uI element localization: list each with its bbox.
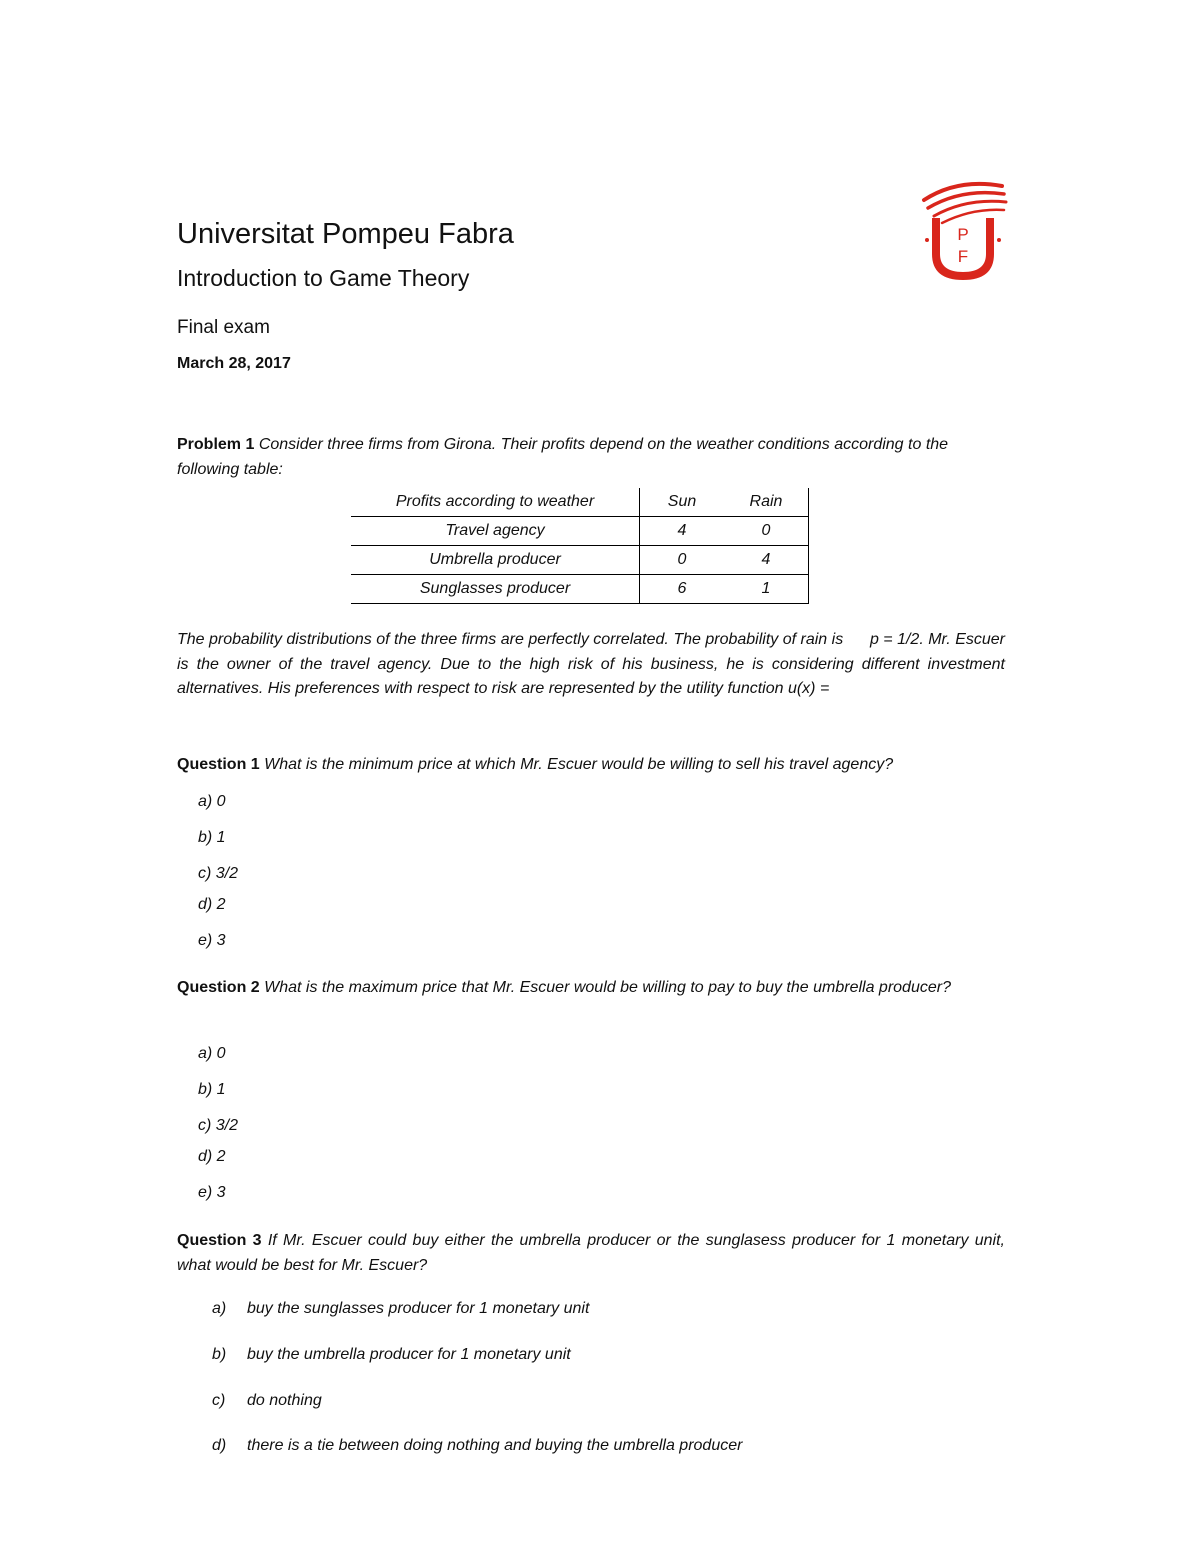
logo-letter-f: F	[957, 247, 969, 266]
q3-option-a	[0, 1300, 1200, 1324]
problem-1-label: Problem 1	[177, 436, 255, 453]
logo-letter-p: P	[957, 225, 969, 244]
table-cell: 1	[724, 575, 809, 604]
q3-option-label: d)	[212, 1437, 227, 1454]
q3-option-text: buy the sunglasses producer for 1 monetary unit	[247, 1300, 590, 1317]
table-cell: 6	[640, 575, 725, 604]
table-cell: 0	[724, 517, 809, 546]
q1-option-a: a) 0	[198, 793, 226, 810]
q3-option-text: buy the umbrella producer for 1 monetary unit	[247, 1346, 571, 1363]
question-3-text: If Mr. Escuer could buy either the umbrella producer or the sunglasess producer for 1 monetary unit, what would be best for Mr. Escuer?	[177, 1232, 1005, 1274]
table-row	[351, 517, 809, 546]
table-header-row	[351, 488, 809, 517]
q2-option-c: c) 3/2	[198, 1117, 239, 1134]
table-cell: Sunglasses producer	[351, 575, 640, 604]
question-2-text: What is the maximum price that Mr. Escuer would be willing to pay to buy the umbrella producer?	[264, 979, 951, 996]
table-cell: 0	[640, 546, 725, 575]
exam-title: Final exam	[177, 317, 270, 338]
exam-date: March 28, 2017	[177, 355, 291, 372]
course-title: Introduction to Game Theory	[177, 265, 470, 291]
q3-option-label: a)	[212, 1300, 227, 1317]
q1-option-c: c) 3/2	[198, 865, 239, 882]
question-3	[177, 1229, 1005, 1278]
q2-option-a: a) 0	[198, 1045, 226, 1062]
profit-table	[351, 488, 809, 604]
problem-1-description: The probability distributions of the three firms are perfectly correlated. The probability of rain is p = 1/2. Mr. Escuer is the owner of the travel agency. Due to the high risk of his business, he is considering different investment alternatives. His preferences with respect to risk are represented by the utility function u(x) =	[177, 631, 1010, 697]
q3-option-b	[0, 1346, 1200, 1370]
q3-option-label: c)	[212, 1392, 226, 1409]
question-1	[177, 753, 1005, 778]
q2-option-d: d) 2	[198, 1148, 226, 1165]
q1-option-b: b) 1	[198, 829, 226, 846]
question-2-label: Question 2	[177, 979, 260, 996]
question-1-label: Question 1	[177, 756, 260, 773]
table-header: Profits according to weather	[395, 493, 595, 510]
table-row	[351, 575, 809, 604]
question-2	[177, 976, 1005, 1001]
q3-option-text: do nothing	[247, 1392, 322, 1409]
q3-option-text: there is a tie between doing nothing and buying the umbrella producer	[247, 1437, 743, 1454]
q2-option-b: b) 1	[198, 1081, 226, 1098]
table-cell: 4	[640, 517, 725, 546]
table-header: Rain	[724, 488, 809, 517]
q3-option-c	[0, 1392, 1200, 1416]
table-cell: Travel agency	[351, 517, 640, 546]
table-header: Sun	[640, 488, 725, 517]
question-3-label: Question 3	[177, 1232, 262, 1249]
table-cell: Umbrella producer	[351, 546, 640, 575]
table-row	[351, 546, 809, 575]
problem-1-intro	[177, 433, 1005, 482]
table-cell: 4	[724, 546, 809, 575]
q3-option-d	[0, 1437, 1200, 1461]
q1-option-d: d) 2	[198, 896, 226, 913]
q1-option-e: e) 3	[198, 932, 226, 949]
question-1-text: What is the minimum price at which Mr. Escuer would be willing to sell his travel agency?	[264, 756, 894, 773]
q2-option-e: e) 3	[198, 1184, 226, 1201]
problem-1-text: Consider three firms from Girona. Their profits depend on the weather conditions according to the following table:	[177, 436, 949, 478]
logo-letter-u: U	[962, 280, 964, 281]
upf-logo	[918, 180, 1008, 284]
q3-option-label: b)	[212, 1346, 227, 1363]
university-name: Universitat Pompeu Fabra	[177, 218, 514, 250]
